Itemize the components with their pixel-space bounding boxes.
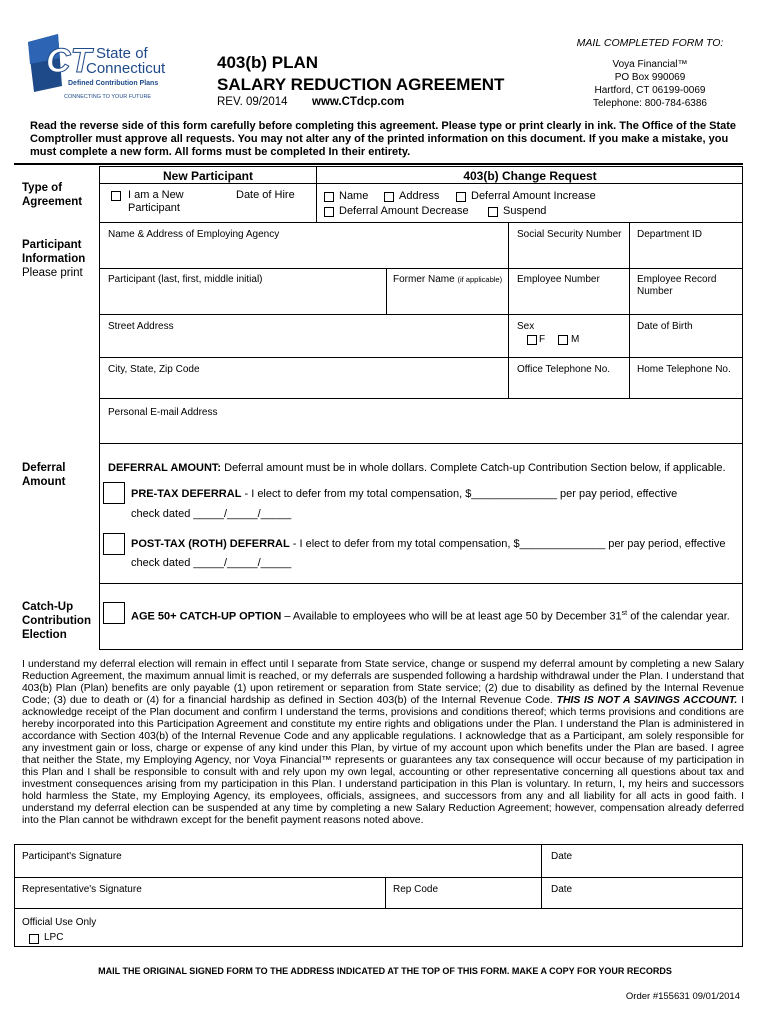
former-name-note: (if applicable)	[457, 275, 503, 284]
employing-agency-field[interactable]: Name & Address of Employing Agency	[108, 229, 280, 240]
pretax-line	[131, 488, 677, 501]
divider	[742, 444, 743, 583]
divider	[14, 163, 743, 165]
sex-label: Sex	[517, 321, 535, 332]
participant-info-title: Participant Information	[22, 239, 86, 265]
mail-instruction: MAIL THE ORIGINAL SIGNED FORM TO THE ADDRESS INDICATED AT THE TOP OF THIS FORM. MAKE A COPY FOR YOUR RECORDS	[98, 966, 672, 976]
deferral-amount-label: Deferral Amount	[22, 462, 66, 488]
date-of-hire-label: Date of Hire	[236, 189, 295, 201]
divider	[99, 357, 743, 358]
divider	[742, 844, 743, 947]
svg-text:CT: CT	[46, 42, 92, 80]
participant-date-field[interactable]: Date	[551, 851, 573, 862]
divider	[14, 946, 743, 947]
catchup-heading: AGE 50+ CATCH-UP OPTION	[131, 610, 282, 623]
home-phone-field[interactable]: Home Telephone No.	[637, 364, 731, 375]
new-participant-checkbox[interactable]	[111, 191, 121, 201]
option-address: Address	[399, 190, 440, 202]
form-title	[217, 52, 504, 96]
mail-line: PO Box 990069	[614, 72, 686, 83]
divider	[14, 844, 15, 947]
city-state-zip-field[interactable]: City, State, Zip Code	[108, 364, 200, 375]
divider	[99, 444, 100, 583]
logo-name-1: State of	[96, 45, 148, 62]
option-deferral-decrease: Deferral Amount Decrease	[339, 205, 469, 217]
agreement-part-1: I understand my deferral election will remain in effect until I separate from State service, change or suspend my deferral amount by completing a new Salary Reduction Agreement, the maximum annual limit is reached, or my deferrals are suspended following a hardship withdrawal under the Plan. I understand that 403(b) Plan (Plan) benefits are only payable (1) upon retirement or separation from State service; (2) due to disability as defined by the Internal Revenue Code; (3) due to death or (4) for a financial hardship as defined in Section 403(b) of the Internal Revenue Code.	[22, 659, 744, 706]
personal-email-field[interactable]: Personal E-mail Address	[108, 407, 218, 418]
agreement-text	[22, 659, 744, 827]
title-line-2: SALARY REDUCTION AGREEMENT	[217, 75, 505, 94]
lpc-label: LPC	[44, 932, 64, 943]
name-checkbox[interactable]	[324, 192, 334, 202]
state-logo	[24, 28, 194, 110]
catchup-sup: st	[621, 610, 628, 617]
mail-to-heading: MAIL COMPLETED FORM TO:	[576, 37, 724, 49]
divider	[541, 844, 542, 908]
employee-record-field[interactable]: Employee Record Number	[637, 274, 717, 297]
please-print-note: Please print	[22, 267, 83, 279]
sex-f-label: F	[539, 334, 546, 345]
divider	[385, 877, 386, 908]
participant-info-label	[22, 238, 97, 280]
divider	[99, 183, 743, 184]
divider	[99, 583, 743, 584]
divider	[629, 222, 630, 398]
deferral-amount-note: Deferral amount must be in whole dollars. Complete Catch-up Contribution Section below, if applicable.	[224, 462, 726, 474]
agreement-emphasis: THIS IS NOT A SAVINGS ACCOUNT.	[556, 695, 738, 706]
pretax-check-date[interactable]: check dated _____/_____/_____	[131, 508, 292, 520]
divider	[99, 398, 743, 399]
new-participant-option: I am a New Participant	[128, 189, 184, 214]
address-checkbox[interactable]	[384, 192, 394, 202]
posttax-check-date[interactable]: check dated _____/_____/_____	[131, 557, 292, 569]
posttax-text: - I elect to defer from my total compensation, $______________ per pay period, effective	[292, 538, 726, 550]
option-deferral-increase: Deferral Amount Increase	[471, 190, 596, 202]
divider	[99, 166, 100, 444]
divider	[742, 166, 743, 444]
representative-date-field[interactable]: Date	[551, 884, 573, 895]
pretax-checkbox[interactable]	[103, 482, 125, 504]
former-name-field[interactable]	[393, 274, 502, 285]
divider	[99, 649, 743, 650]
street-address-field[interactable]: Street Address	[108, 321, 174, 332]
logo-sub: Defined Contribution Plans	[68, 80, 159, 87]
divider	[99, 222, 743, 223]
pretax-text: - I elect to defer from my total compensation, $______________ per pay period, effective	[244, 488, 678, 500]
deferral-amount-intro	[108, 462, 726, 475]
former-name-label: Former Name	[393, 274, 455, 285]
posttax-checkbox[interactable]	[103, 533, 125, 555]
lpc-checkbox[interactable]	[29, 934, 39, 944]
deferral-decrease-checkbox[interactable]	[324, 207, 334, 217]
website-link[interactable]: www.CTdcp.com	[312, 96, 405, 108]
representative-signature-field[interactable]: Representative's Signature	[22, 884, 142, 895]
sex-m-label: M	[571, 334, 580, 345]
sex-m-checkbox[interactable]	[558, 335, 568, 345]
divider	[14, 877, 743, 878]
title-line-1: 403(b) PLAN	[217, 53, 319, 72]
catchup-text: – Available to employees who will be at least age 50 by December 31	[284, 610, 622, 623]
revision-date: REV. 09/2014	[217, 96, 288, 108]
participant-signature-field[interactable]: Participant's Signature	[22, 851, 122, 862]
option-suspend: Suspend	[503, 205, 547, 217]
department-id-field[interactable]: Department ID	[637, 229, 703, 240]
participant-name-field[interactable]: Participant (last, first, middle initial)	[108, 274, 263, 285]
date-of-birth-field[interactable]: Date of Birth	[637, 321, 693, 332]
deferral-amount-heading: DEFERRAL AMOUNT:	[108, 462, 222, 474]
divider	[99, 268, 743, 269]
catchup-label: Catch-Up Contribution Election	[22, 601, 91, 641]
divider	[99, 443, 743, 444]
option-name: Name	[339, 190, 369, 202]
catchup-end: of the calendar year.	[630, 610, 730, 623]
posttax-line	[131, 538, 725, 551]
divider	[508, 222, 509, 398]
rep-code-field[interactable]: Rep Code	[393, 884, 439, 895]
deferral-increase-checkbox[interactable]	[456, 192, 466, 202]
divider	[99, 583, 100, 649]
mail-line: Telephone: 800-784-6386	[593, 98, 707, 109]
divider	[99, 166, 743, 167]
logo-tagline: CONNECTING TO YOUR FUTURE	[64, 94, 152, 100]
agreement-part-2: I acknowledge receipt of the Plan document and confirm I understand the terms, provisions and conditions thereof; which terms provisions and conditions are hereby incorporated into this Participation Agreement and constitute my entire rights and obligations under the Plan. I understand the Plan is administered in accordance with Section 403(b) of the Internal Revenue Code and any applicable regulations. I acknowledge that as a Participant, am solely responsible for any investment gain or loss, charge or expense of any kind under this Plan, by virtue of my account upon which benefits under the Plan are based. I agree that neither the State, my Employing Agency, nor Voya Financial™ represents or guarantees any tax consequence will occur because of my participation in this Plan and I shall be responsible to consult with and rely upon my own legal, accounting or other representative concerning all questions about tax and investment consequences arising from my participation in this Plan. I understand participation in this Plan is voluntary. In return, I, my heirs and successors hold harmless the State, my Employing Agency, its employees, officials, assignees, and successors from any and all liability for all acts in good faith. I understand my deferral election can be suspended at any time by completing a new Salary Reduction Agreement; however, compensation already deferred into the Plan cannot be withdrawn except for the benefit payment reasons noted above.	[22, 695, 744, 826]
mail-to-address	[560, 58, 740, 110]
mail-line: Hartford, CT 06199-0069	[594, 85, 706, 96]
ssn-field[interactable]: Social Security Number	[517, 229, 622, 240]
divider	[14, 908, 743, 909]
sex-f-checkbox[interactable]	[527, 335, 537, 345]
catchup-checkbox[interactable]	[103, 602, 125, 624]
logo-name-2: Connecticut	[86, 60, 166, 77]
type-of-agreement-label: Type of Agreement	[22, 182, 83, 208]
order-number: Order #155631 09/01/2014	[625, 991, 740, 1002]
catchup-option	[131, 607, 730, 624]
employee-number-field[interactable]: Employee Number	[517, 274, 600, 285]
divider	[742, 583, 743, 649]
posttax-heading: POST-TAX (ROTH) DEFERRAL	[131, 538, 290, 550]
office-phone-field[interactable]: Office Telephone No.	[517, 364, 611, 375]
divider	[14, 844, 743, 845]
new-participant-heading: New Participant	[162, 169, 254, 183]
change-request-heading: 403(b) Change Request	[463, 169, 597, 183]
intro-instructions: Read the reverse side of this form carefully before completing this agreement. Please type or print clearly in ink. The Office of the State Comptroller must approve all requests. You may not alter any of the printed information on this document. If you make a mistake, you must complete a new form. All forms must be completed In their entirety.	[30, 120, 737, 158]
pretax-heading: PRE-TAX DEFERRAL	[131, 488, 242, 500]
mail-line: Voya Financial™	[612, 59, 688, 70]
suspend-checkbox[interactable]	[488, 207, 498, 217]
official-use-label: Official Use Only	[22, 917, 97, 928]
divider	[316, 166, 317, 222]
divider	[386, 268, 387, 314]
divider	[99, 314, 743, 315]
